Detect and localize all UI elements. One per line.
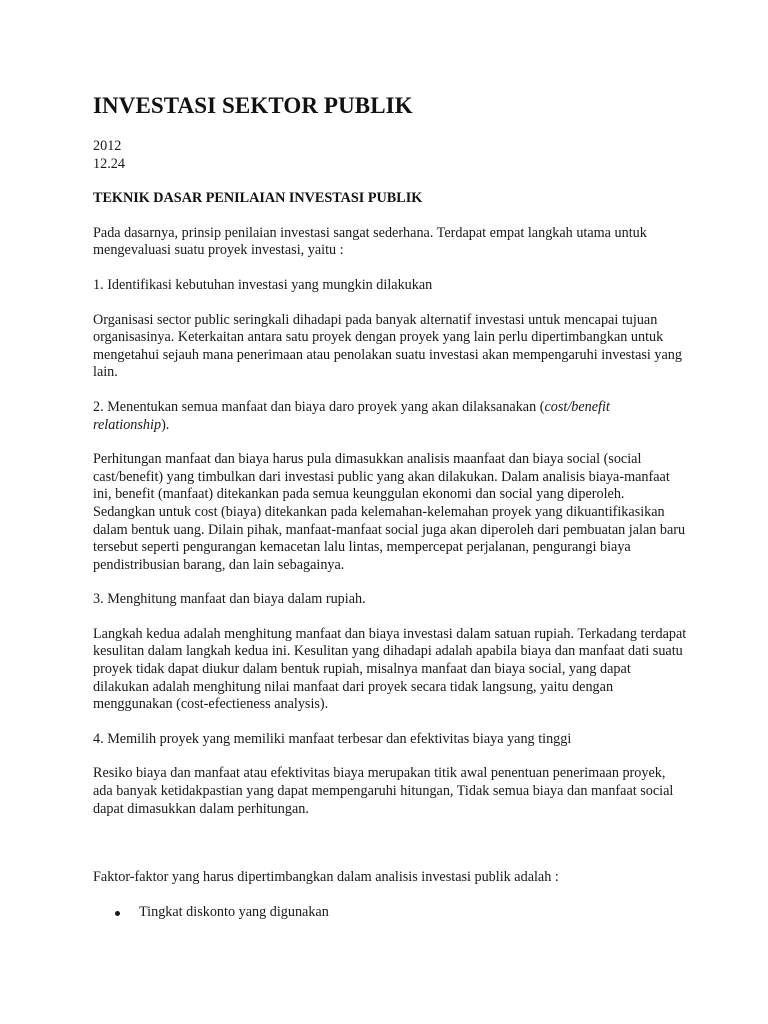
date-day: 12.24 (93, 155, 125, 172)
factors-list (93, 904, 688, 922)
step-4-body: Resiko biaya dan manfaat atau efektivitas biaya merupakan titik awal penentuan penerimaan proyek, ada banyak ketidakpastian yang dapat mempengaruhi hitungan, Tidak semua biaya dan manfaat social dapat dimasukkan dalam perhitungan. (93, 765, 674, 817)
section-heading: TEKNIK DASAR PENILAIAN INVESTASI PUBLIK (93, 190, 423, 207)
step-2-heading-italic: cost/benefit relationship (93, 398, 610, 433)
intro-paragraph: Pada dasarnya, prinsip penilaian investasi sangat sederhana. Terdapat empat langkah utama untuk mengevaluasi suatu proyek investasi, yaitu : (93, 224, 647, 259)
list-item-text: Tingkat diskonto yang digunakan (139, 903, 329, 920)
step-3-body: Langkah kedua adalah menghitung manfaat dan biaya investasi dalam satuan rupiah. Terkadang terdapat kesulitan dalam langkah kedua ini. Kesulitan yang dihadapi adalah apabila biaya dan manfaat dati suatu proyek tidak dapat diukur dalam bentuk rupiah, misalnya manfaat dan biaya social, yang dapat dilakukan adalah menghitung nilai manfaat dari proyek secara tidak langsung, yaitu dengan menggunakan (cost-efectieness analysis). (93, 625, 687, 713)
document-title: INVESTASI SEKTOR PUBLIK (93, 93, 413, 118)
step-1-heading: 1. Identifikasi kebutuhan investasi yang mungkin dilakukan (93, 276, 433, 293)
bullet-icon (115, 911, 120, 916)
step-1-body: Organisasi sector public seringkali dihadapi pada banyak alternatif investasi untuk mencapai tujuan organisasinya. Keterkaitan antara satu proyek dengan proyek yang lain perlu dipertimbangkan untuk mengetahui sejauh mana penerimaan atau penolakan suatu investasi akan mempengaruhi investasi yang lain. (93, 311, 682, 381)
step-4-heading: 4. Memilih proyek yang memiliki manfaat terbesar dan efektivitas biaya yang tinggi (93, 730, 572, 747)
step-2-heading (93, 399, 688, 434)
step-2-body: Perhitungan manfaat dan biaya harus pula dimasukkan analisis maanfaat dan biaya social (social cast/benefit) yang timbulkan dari investasi public yang akan dilakukan. Dalam analisis biaya-manfaat ini, benefit (manfaat) ditekankan pada semua keunggulan ekonomi dan social yang diperoleh. Sedangkan untuk cost (biaya) ditekankan pada kelemahan-kelemahan proyek yang dikuantifikasikan dalam bentuk uang. Dilain pihak, manfaat-manfaat social juga akan diperoleh dari pembuatan jalan baru tersebut seperti pengurangan kemacetan lalu lintas, mempercepat perjalanan, pengurangi biaya pendistribusian barang, dan lain sebagainya. (93, 451, 686, 573)
post-date (93, 138, 688, 173)
step-2-heading-text: 2. Menentukan semua manfaat dan biaya daro proyek yang akan dilaksanakan ( (93, 398, 545, 415)
date-year: 2012 (93, 138, 122, 154)
step-2-heading-end: ). (161, 416, 170, 433)
list-item (93, 904, 688, 922)
factors-intro: Faktor-faktor yang harus dipertimbangkan dalam analisis investasi publik adalah : (93, 869, 559, 886)
step-3-heading: 3. Menghitung manfaat dan biaya dalam rupiah. (93, 591, 366, 608)
